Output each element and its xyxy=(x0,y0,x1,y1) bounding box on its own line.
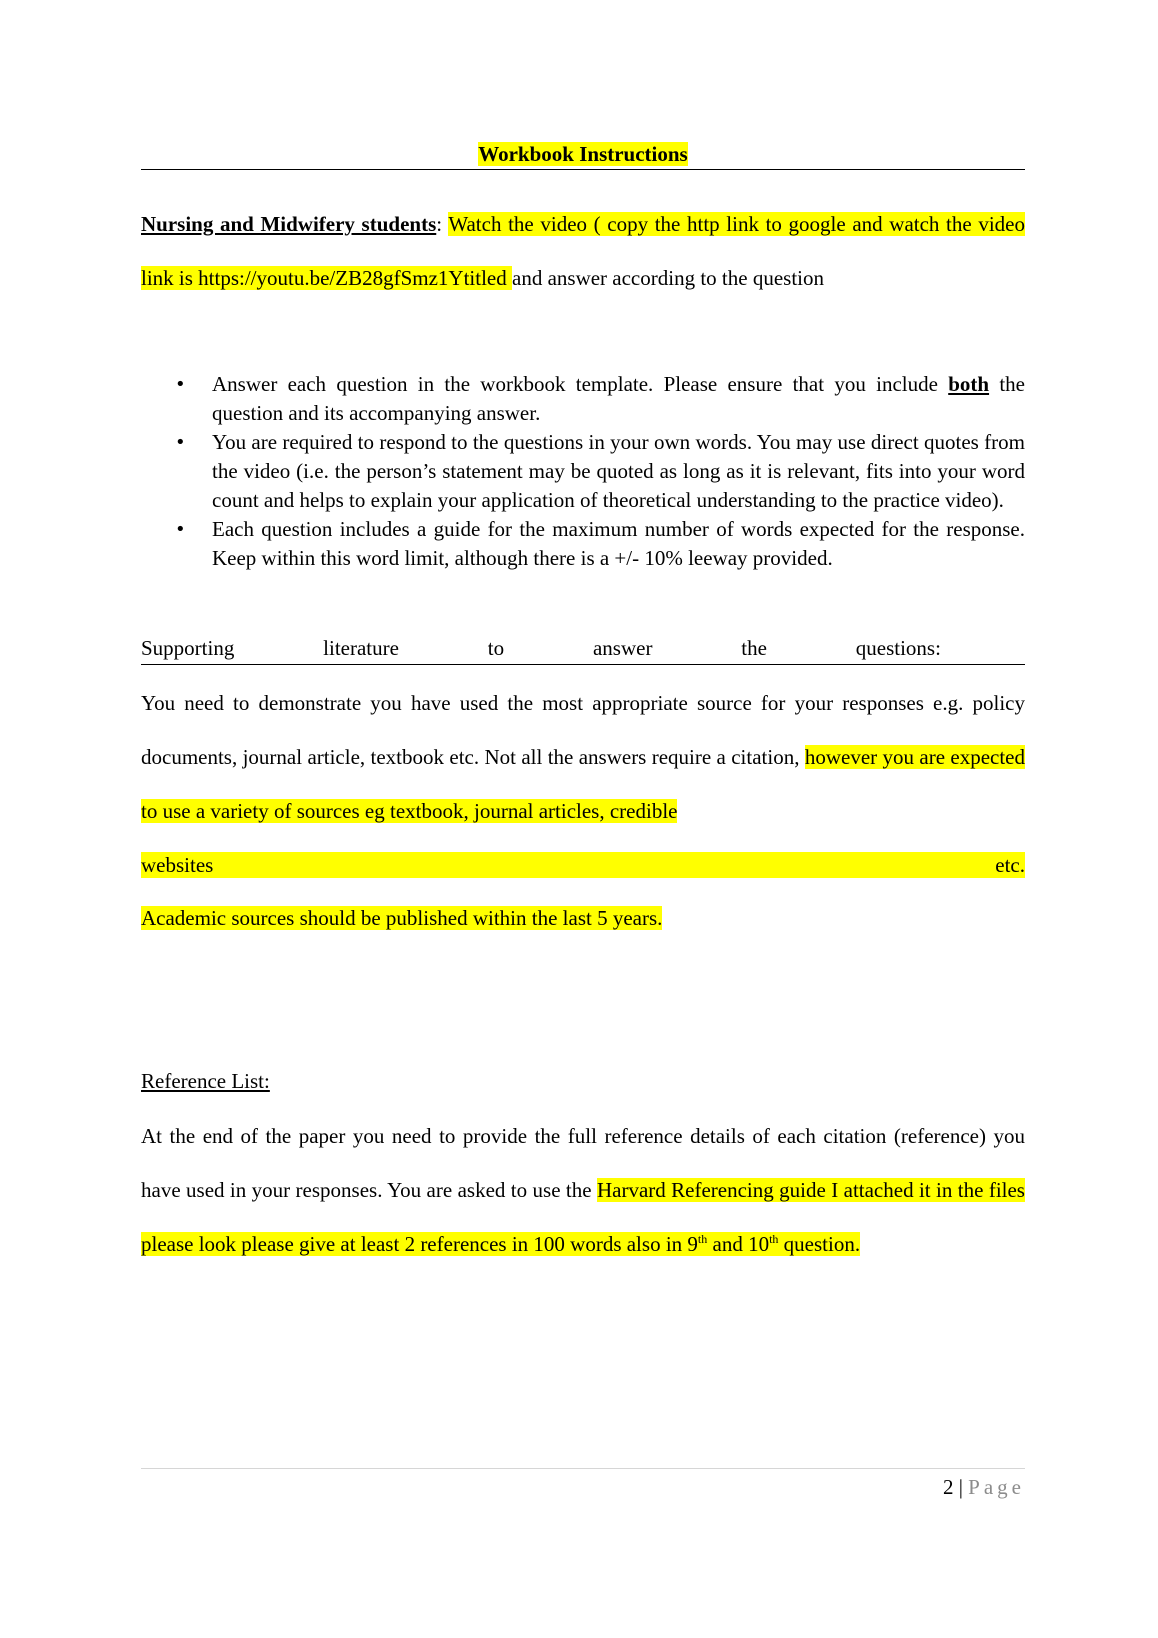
instruction-item xyxy=(141,428,1025,515)
reference-text: At the end of the paper you need to provide the full reference details of each citation (reference) you have used in your responses. You are asked to use the xyxy=(141,1124,1025,1202)
superscript: th xyxy=(769,1232,779,1246)
supporting-literature-body xyxy=(141,676,1025,892)
heading-word: Supporting xyxy=(141,636,235,660)
title-divider xyxy=(141,169,1025,170)
reference-list-body xyxy=(141,1109,1025,1271)
superscript: th xyxy=(697,1232,708,1246)
intro-highlight: Watch the video ( copy the http link to google and watch the video link is https://youtu.be/ZB28gfSmz1Ytitled xyxy=(141,212,1025,290)
heading-word: literature xyxy=(323,636,399,660)
heading-word: questions: xyxy=(855,636,941,660)
footer-divider xyxy=(141,1468,1025,1469)
page-footer xyxy=(943,1472,1025,1502)
recency-note-text: Academic sources should be published within the last 5 years. xyxy=(141,906,663,930)
document-page xyxy=(141,0,1025,1638)
instruction-text: Answer each question in the workbook template. Please ensure that you include xyxy=(212,372,949,396)
heading-word: the xyxy=(741,636,767,660)
intro-colon: : xyxy=(436,212,443,236)
reference-highlight-text: question. xyxy=(778,1232,861,1256)
reference-list-heading: Reference List: xyxy=(141,1069,270,1093)
page-label: Page xyxy=(968,1475,1025,1499)
instruction-emphasis: both xyxy=(948,372,990,396)
intro-lead: Nursing and Midwifery students xyxy=(141,212,437,236)
supporting-highlight: however you are expected to use a variety of sources eg textbook, journal articles, credible xyxy=(141,745,1025,823)
instruction-text: the question and its accompanying answer. xyxy=(212,372,1025,425)
supporting-text: You need to demonstrate you have used the most appropriate source for your responses e.g. policy documents, journal article, textbook etc. Not all the answers require a citation, xyxy=(141,691,1025,769)
instruction-item xyxy=(141,370,1025,428)
supporting-literature-heading xyxy=(141,632,1025,665)
websites-line xyxy=(141,852,1025,878)
websites-right: etc. xyxy=(995,853,1025,877)
intro-rest: and answer according to the question xyxy=(512,266,824,290)
instruction-list xyxy=(141,370,1025,573)
reference-highlight-text: and 10 xyxy=(707,1232,770,1256)
heading-word: to xyxy=(487,636,505,660)
page-number: 2 xyxy=(942,1475,954,1499)
instruction-item xyxy=(141,515,1025,573)
heading-word: answer xyxy=(592,636,653,660)
title-block xyxy=(141,138,1025,170)
intro-paragraph xyxy=(141,197,1025,305)
footer-separator: | xyxy=(953,1475,969,1499)
instruction-text: You are required to respond to the questions in your own words. You may use direct quotes from the video (i.e. the person’s statement may be quoted as long as it is relevant, fits into your word count and helps to explain your application of theoretical understanding to the practice video). xyxy=(212,430,1025,512)
recency-note xyxy=(141,902,662,934)
reference-highlight-text: Harvard Referencing guide I attached it in the files please look please give at least 2 references in 100 words also in 9 xyxy=(141,1178,1025,1256)
instruction-text: Each question includes a guide for the maximum number of words expected for the response. Keep within this word limit, although there is a +/- 10% leeway provided. xyxy=(212,517,1025,570)
page-title: Workbook Instructions xyxy=(478,142,688,166)
websites-left: websites xyxy=(141,853,214,877)
